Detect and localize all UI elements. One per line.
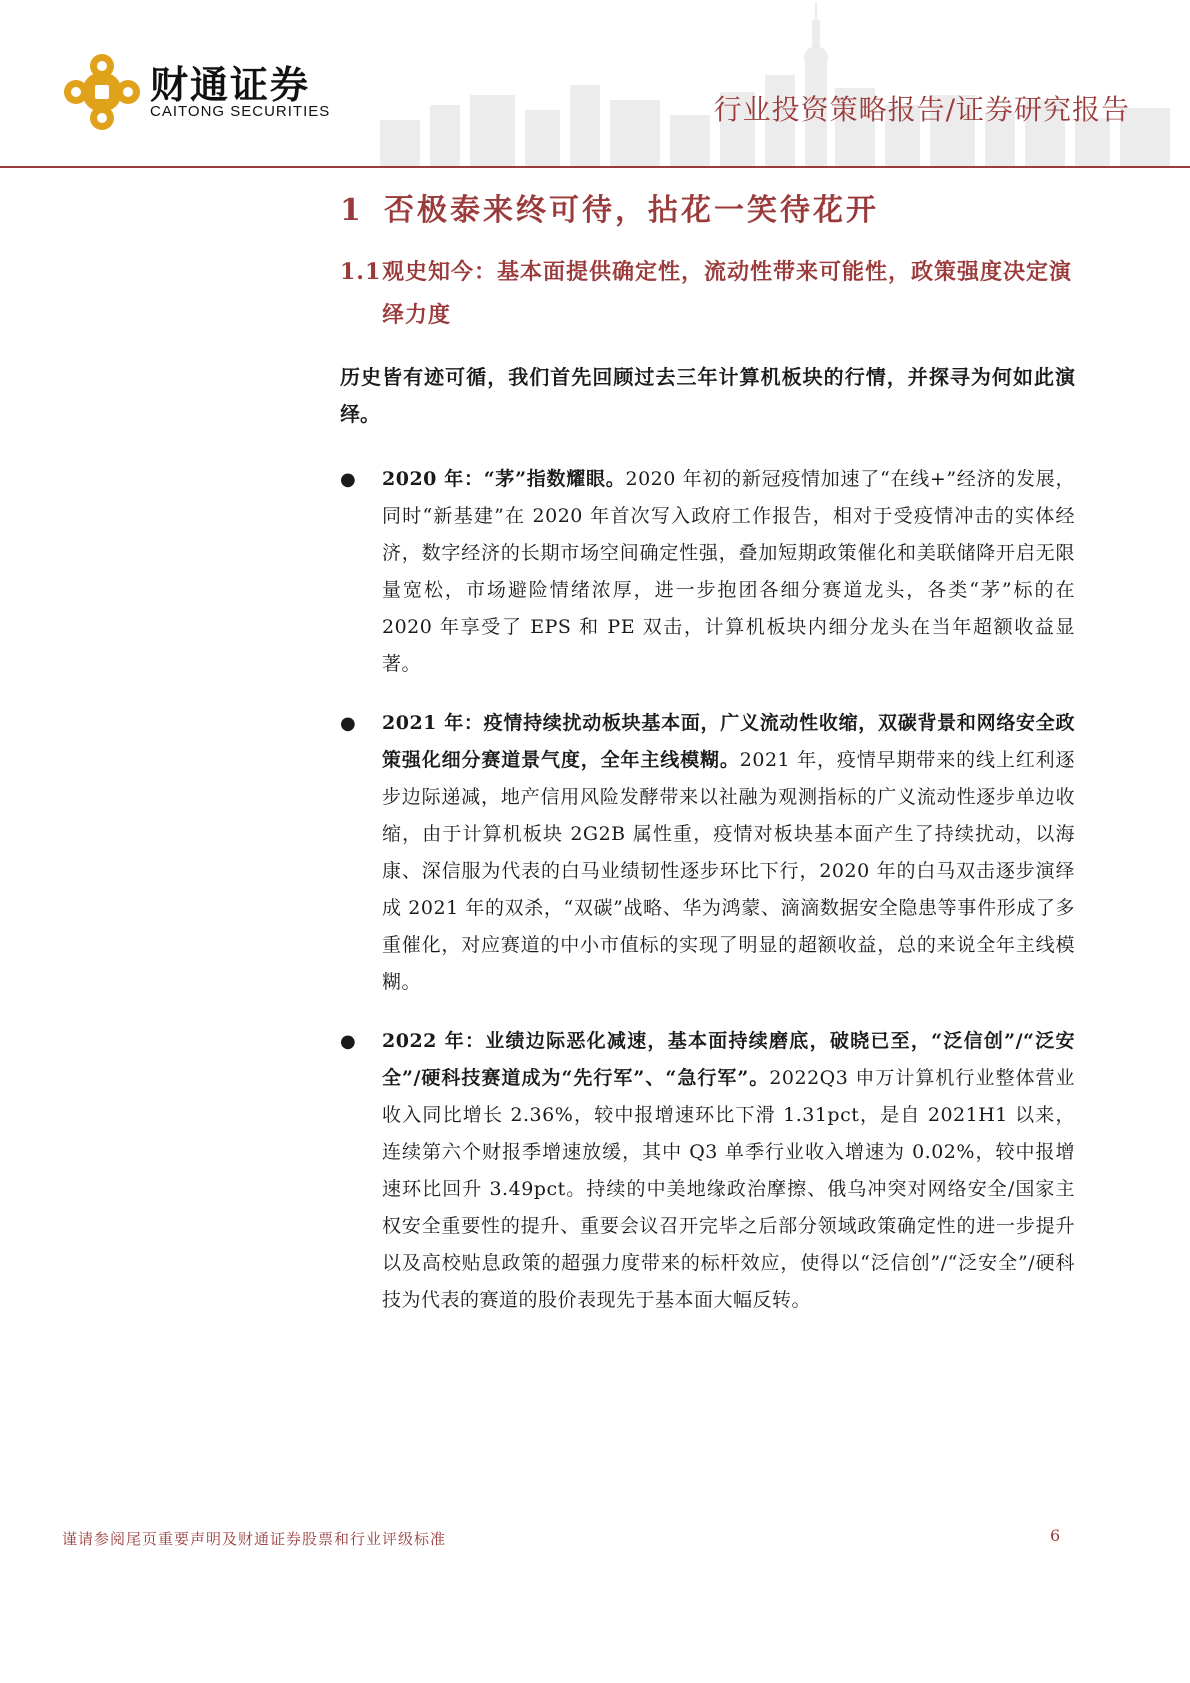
list-item	[340, 1023, 1075, 1319]
intro-paragraph: 历史皆有迹可循，我们首先回顾过去三年计算机板块的行情，并探寻为何如此演绎。	[340, 365, 1075, 426]
report-type-label: 行业投资策略报告/证券研究报告	[713, 93, 1130, 126]
list-item	[340, 461, 1075, 683]
list-item-body: 2021 年，疫情早期带来的线上红利逐步边际递减，地产信用风险发酵带来以社融为观测指标的广义流动性逐步单边收缩，由于计算机板块 2G2B 属性重，疫情对板块基本面产生了持续扰动，以海康、深信服为代表的白马业绩韧性逐步环比下行，2020 年的白马双击逐步演绎成 2021 年的双杀，“双碳”战略、华为鸿蒙、滴滴数据安全隐患等事件形成了多重催化，对应赛道的中小市值标的实现了明显的超额收益，总的来说全年主线模糊。	[382, 749, 1075, 993]
section-number: 1	[340, 193, 364, 228]
subsection-title: 观史知今：基本面提供确定性，流动性带来可能性，政策强度决定演绎力度	[382, 259, 1073, 328]
main-content	[340, 185, 1075, 1341]
page-header	[0, 0, 1190, 170]
list-item-lead: 2020 年：“茅”指数耀眼。	[382, 468, 626, 490]
subsection-number: 1.1	[340, 259, 382, 285]
bullet-icon: ●	[340, 713, 356, 734]
disclaimer-note: 谨请参阅尾页重要声明及财通证券股票和行业评级标准	[62, 1530, 447, 1548]
header-divider	[0, 166, 1190, 168]
section-heading	[340, 185, 1075, 237]
section-title: 否极泰来终可待，拈花一笑待花开	[384, 193, 879, 228]
list-item-body: 2022Q3 申万计算机行业整体营业收入同比增长 2.36%，较中报增速环比下滑 1.31pct，是自 2021H1 以来，连续第六个财报季增速放缓，其中 Q3 单季行业收入增速为 0.02%，较中报增速环比回升 3.49pct。持续的中美地缘政治摩擦、俄乌冲突对网络安全/国家主权安全重要性的提升、重要会议召开完毕之后部分领域政策确定性的进一步提升以及高校贴息政策的超强力度带来的标杆效应，使得以“泛信创”/“泛安全”/硬科技为代表的赛道的股价表现先于基本面大幅反转。	[382, 1067, 1075, 1311]
list-item	[340, 705, 1075, 1001]
list-item-text	[382, 1023, 1075, 1319]
list-item-lead: 2021 年：疫情持续扰动板块基本面，广义流动性收缩，双碳背景和网络安全政策强化细分赛道景气度，全年主线模糊。	[382, 712, 1075, 771]
caitong-logo-icon	[62, 52, 142, 132]
bullet-icon: ●	[340, 1031, 356, 1052]
brand-name-en: CAITONG SECURITIES	[150, 103, 331, 120]
page-number: 6	[1050, 1526, 1061, 1545]
list-item-text	[382, 461, 1075, 683]
list-item-lead: 2022 年：业绩边际恶化减速，基本面持续磨底，破晓已至，“泛信创”/“泛安全”/硬科技赛道成为“先行军”、“急行军”。	[382, 1030, 1075, 1089]
subsection-heading	[340, 251, 1075, 337]
list-item-text	[382, 705, 1075, 1001]
brand-name-cn: 财通证券	[150, 63, 311, 107]
list-item-body: 2020 年初的新冠疫情加速了“在线+”经济的发展，同时“新基建”在 2020 年首次写入政府工作报告，相对于受疫情冲击的实体经济，数字经济的长期市场空间确定性强，叠加短期政策催化和美联储降开启无限量宽松，市场避险情绪浓厚，进一步抱团各细分赛道龙头，各类“茅”标的在 2020 年享受了 EPS 和 PE 双击，计算机板块内细分龙头在当年超额收益显著。	[382, 468, 1075, 675]
bullet-icon: ●	[340, 469, 356, 490]
